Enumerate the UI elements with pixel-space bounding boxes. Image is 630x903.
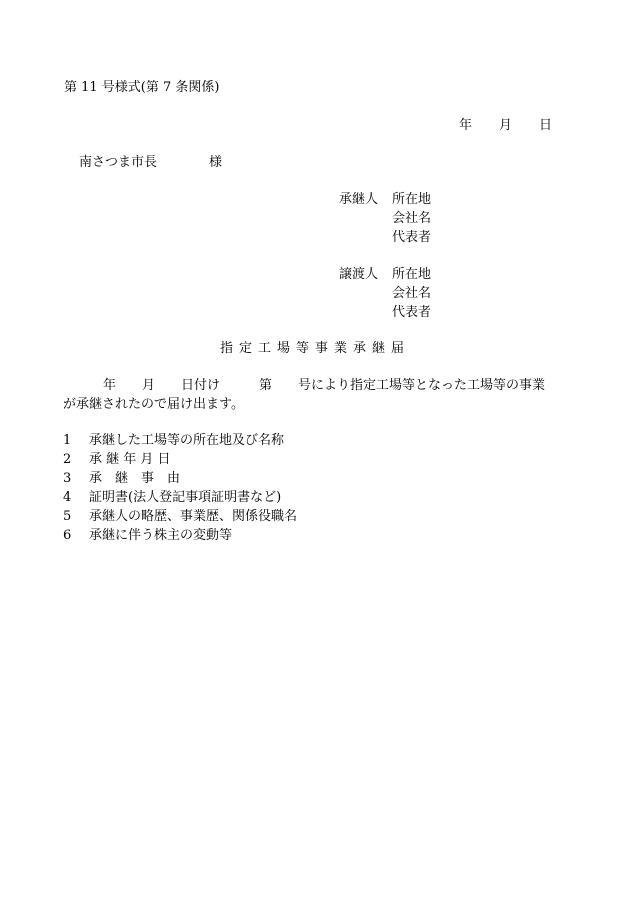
honorific: 様 [209, 155, 223, 170]
date-year: 年 [459, 118, 473, 133]
list-item: 5 承継人の略歴、事業歴、関係役職名 [63, 509, 298, 524]
transferor-representative-label: 代表者 [392, 305, 432, 320]
body-text [63, 376, 578, 414]
transferor-label: 譲渡人 [339, 267, 379, 282]
list-item: 4 証明書(法人登記事項証明書など) [63, 490, 282, 505]
document-title: 指定工場等事業承継届 [219, 341, 410, 356]
list-item: 6 承継に伴う株主の変動等 [63, 528, 233, 543]
body-line-2: が承継されたので届け出ます。 [63, 397, 244, 412]
transferor-address-label: 所在地 [392, 267, 432, 282]
transferor-company-label: 会社名 [392, 286, 432, 301]
list-item: 2 承 継 年 月 日 [63, 452, 171, 467]
addressee: 南さつま市長 [79, 155, 158, 170]
date-month: 月 [499, 118, 513, 133]
list-item: 3 承 継 事 由 [63, 471, 181, 486]
body-line-1: 年 月 日付け 第 号により指定工場等となった工場等の事業 [103, 378, 546, 393]
date-day: 日 [539, 118, 553, 133]
successor-label: 承継人 [339, 192, 379, 207]
date-line [459, 117, 552, 135]
form-number: 第 11 号様式(第 7 条関係) [64, 80, 220, 95]
list-item: 1 承継した工場等の所在地及び名称 [63, 433, 285, 448]
successor-company-label: 会社名 [392, 211, 432, 226]
successor-address-label: 所在地 [392, 192, 432, 207]
item-list [63, 432, 297, 546]
successor-representative-label: 代表者 [392, 230, 432, 245]
